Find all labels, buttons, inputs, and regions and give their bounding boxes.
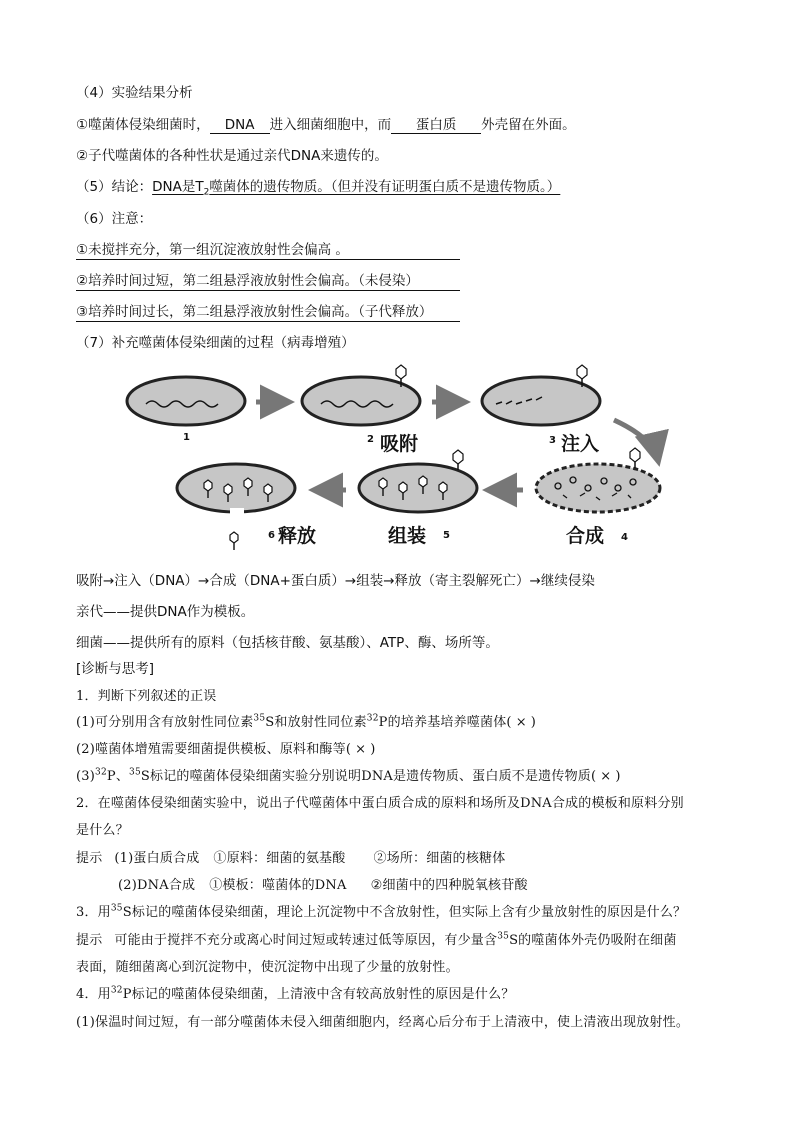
stage-1-number: 1	[183, 432, 190, 443]
judgement-2-answer: ×	[355, 742, 367, 757]
section-4-heading: （4）实验结果分析	[76, 85, 193, 101]
judgement-2	[76, 741, 375, 759]
stage-2-label: 吸附	[380, 433, 419, 455]
sup-35: 35	[497, 931, 510, 942]
stage-5-cell	[359, 450, 477, 547]
question-1: 1．判断下列叙述的正误	[76, 689, 217, 704]
judgement-1-a: (1)可分别用含有放射性同位素	[76, 715, 254, 730]
stage-4-cell	[536, 448, 660, 547]
phage-infection-diagram	[118, 360, 678, 560]
judgement-3	[76, 768, 621, 786]
hint-label: 提示	[76, 851, 103, 866]
stage-2-cell	[302, 365, 420, 455]
stage-4-number: 4	[621, 532, 628, 543]
conclusion-text	[152, 179, 561, 198]
question-2-line-1: 2．在噬菌体侵染细菌实验中，说出子代噬菌体中蛋白质合成的原料和场所及DNA合成的模板和原料分别	[76, 796, 684, 811]
section-7-heading: （7）补充噬菌体侵染细菌的过程（病毒增殖）	[76, 335, 355, 351]
q2-hint-2a: (2)DNA合成	[118, 878, 196, 893]
section-6-heading: （6）注意：	[76, 211, 153, 227]
q4-a: 4．用	[76, 987, 111, 1002]
question-2-line-2: 是什么？	[76, 823, 129, 838]
sup-35: 35	[129, 767, 141, 778]
stage-1-cell	[127, 377, 245, 443]
q4-answer-1: (1)保温时间过短，有一部分噬菌体未侵入细菌细胞内，经离心后分布于上清液中，使上清液出现放射性。	[76, 1015, 690, 1030]
judgement-3-answer: ×	[600, 769, 612, 784]
sup-35: 35	[253, 713, 266, 724]
note-3: ③培养时间过长，第二组悬浮液放射性会偏高。（子代释放）	[76, 303, 460, 322]
stage-5-number: 5	[443, 530, 450, 541]
bacteria-role: 细菌——提供所有的原料（包括核苷酸、氨基酸）、ATP、酶、场所等。	[76, 635, 499, 651]
t2-subscript: 2	[203, 187, 210, 198]
result-line-1-suffix: 外壳留在外面。	[481, 117, 576, 133]
sup-35: 35	[110, 903, 123, 914]
note-2: ②培养时间过短，第二组悬浮液放射性会偏高。（未侵染）	[76, 272, 460, 291]
q3-hint-line-1	[76, 932, 677, 950]
stage-5-label: 组装	[388, 525, 427, 547]
judgement-1	[76, 714, 536, 732]
judgement-3-close: )	[615, 769, 621, 784]
question-3	[76, 904, 686, 922]
conclusion-text-b: 噬菌体的遗传物质。（但并没有证明蛋白质不是遗传物质。）	[209, 179, 561, 195]
judgement-1-c: P的培养基培养噬菌体(	[378, 715, 512, 730]
q2-hint-2b: ①模板：噬菌体的DNA	[209, 878, 347, 893]
reflection-heading: [诊断与思考]	[76, 661, 155, 677]
q3-hint-b: S的噬菌体外壳仍吸附在细菌	[509, 933, 677, 948]
blank-protein: 蛋白质	[391, 117, 481, 134]
stage-3-cell	[482, 365, 600, 455]
q3-b: S标记的噬菌体侵染细菌，理论上沉淀物中不含放射性，但实际上含有少量放射性的原因是什么？	[122, 905, 687, 920]
judgement-1-answer: ×	[515, 715, 527, 730]
q2-hint-1b: ①原料：细菌的氨基酸	[213, 851, 346, 866]
q2-hint-line-2	[118, 877, 528, 895]
q3-a: 3．用	[76, 905, 111, 920]
q2-hint-2c: ②细菌中的四种脱氧核苷酸	[370, 878, 528, 893]
conclusion-text-a: DNA是T	[152, 179, 204, 195]
q2-hint-1c: ②场所：细菌的核糖体	[373, 851, 506, 866]
result-line-1-prefix: ①噬菌体侵染细菌时，	[76, 117, 210, 133]
phage-icon	[630, 448, 640, 468]
q3-hint-line-2: 表面，随细菌离心到沉淀物中，使沉淀物中出现了少量的放射性。	[76, 960, 459, 975]
question-4	[76, 986, 514, 1004]
judgement-2-close: )	[370, 742, 376, 757]
result-line-1-middle: 进入细菌细胞中，而	[269, 117, 392, 133]
judgement-3-b: S标记的噬菌体侵染细菌实验分别说明DNA是遗传物质、蛋白质不是遗传物质(	[140, 769, 597, 784]
judgement-2-a: (2)噬菌体增殖需要细菌提供模板、原料和酶等(	[76, 742, 352, 757]
process-summary: 吸附→注入（DNA）→合成（DNA+蛋白质）→组装→释放（寄主裂解死亡）→继续侵染	[76, 573, 595, 589]
stage-6-label: 释放	[278, 525, 317, 547]
stage-3-number: 3	[549, 435, 556, 446]
sup-32: 32	[366, 713, 379, 724]
stage-2-number: 2	[367, 434, 374, 445]
judgement-3-a: P、	[106, 769, 130, 784]
judgement-3-prefix: (3)	[76, 769, 96, 784]
sup-32: 32	[110, 985, 123, 996]
q2-hint-1a: (1)蛋白质合成	[114, 851, 200, 866]
q4-b: P标记的噬菌体侵染细菌，上清液中含有较高放射性的原因是什么？	[122, 987, 515, 1002]
stage-4-label: 合成	[566, 525, 605, 547]
sup-32: 32	[95, 767, 107, 778]
phage-icon	[453, 450, 463, 470]
judgement-1-b: S和放射性同位素	[265, 715, 367, 730]
result-line-1	[76, 116, 576, 134]
stage-6-cell	[177, 464, 316, 550]
stage-6-number: 6	[268, 530, 275, 541]
q2-hint-line-1	[76, 850, 505, 868]
parent-role: 亲代——提供DNA作为模板。	[76, 604, 255, 620]
q3-hint-a: 可能由于搅拌不充分或离心时间过短或转速过低等原因，有少量含	[114, 933, 498, 948]
result-line-2: ②子代噬菌体的各种性状是通过亲代DNA来遗传的。	[76, 148, 388, 164]
note-1: ①未搅拌充分，第一组沉淀液放射性会偏高 。	[76, 241, 460, 260]
judgement-1-close: )	[530, 715, 537, 730]
conclusion-line	[76, 178, 560, 196]
hint-label: 提示	[76, 933, 103, 948]
blank-dna: DNA	[210, 117, 270, 134]
stage-3-label: 注入	[561, 433, 600, 455]
conclusion-prefix: （5）结论：	[76, 179, 153, 195]
